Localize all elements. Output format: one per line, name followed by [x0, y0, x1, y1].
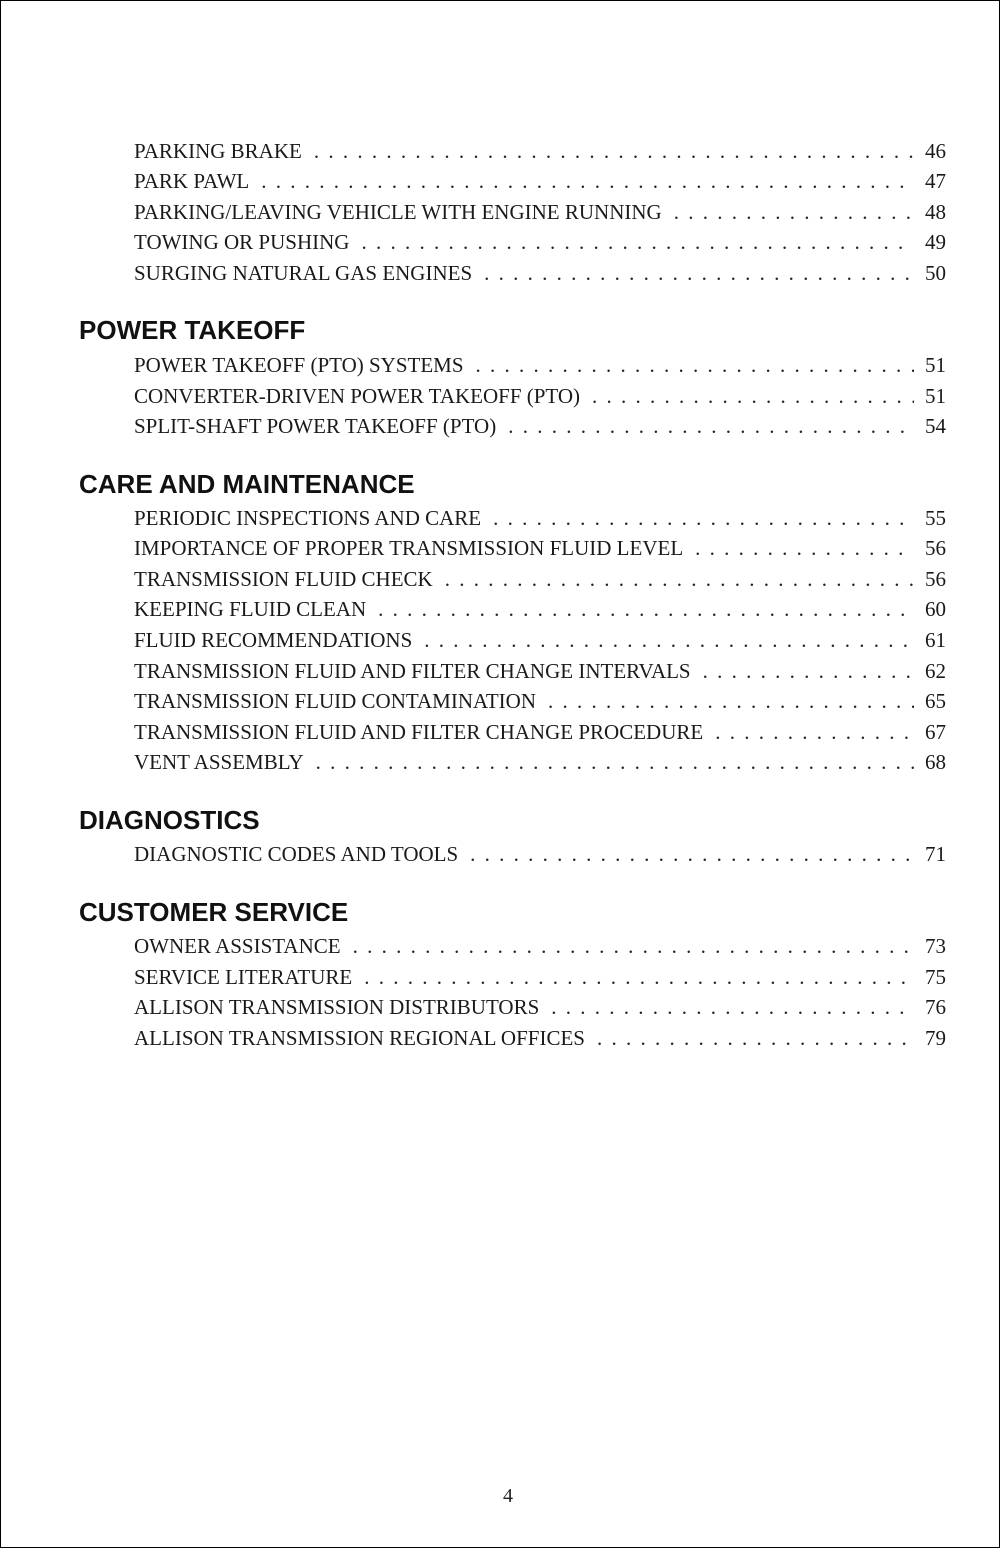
- toc-entry[interactable]: [134, 169, 946, 199]
- toc-entry[interactable]: [134, 261, 946, 291]
- toc-entry[interactable]: [134, 842, 946, 872]
- toc-entry-title: SERVICE LITERATURE: [134, 965, 353, 989]
- section-heading-customer-service: CUSTOMER SERVICE: [79, 897, 349, 927]
- toc-entry-title: TRANSMISSION FLUID AND FILTER CHANGE INTERVALS: [134, 659, 691, 683]
- toc-entry[interactable]: [134, 200, 946, 230]
- dot-leader: [592, 384, 914, 409]
- toc-entry[interactable]: [134, 965, 946, 995]
- toc-entry-page: 67: [925, 720, 946, 744]
- toc-entry[interactable]: [134, 995, 946, 1025]
- toc-entry[interactable]: [134, 230, 946, 260]
- section-heading-diagnostics: DIAGNOSTICS: [79, 805, 260, 835]
- dot-leader: [674, 200, 914, 225]
- toc-entry-title: SPLIT-SHAFT POWER TAKEOFF (PTO): [134, 414, 497, 438]
- toc-entry[interactable]: [134, 567, 946, 597]
- toc-entry[interactable]: [134, 536, 946, 566]
- toc-entry-title: TRANSMISSION FLUID CHECK: [134, 567, 433, 591]
- toc-entry-title: PARK PAWL: [134, 169, 250, 193]
- dot-leader: [695, 536, 914, 561]
- toc-entry-title: VENT ASSEMBLY: [134, 750, 304, 774]
- section-heading-care-and-maintenance: CARE AND MAINTENANCE: [79, 469, 415, 499]
- toc-entry-title: OWNER ASSISTANCE: [134, 934, 341, 958]
- dot-leader: [445, 567, 914, 592]
- toc-entry[interactable]: [134, 720, 946, 750]
- toc-entry-title: ALLISON TRANSMISSION DISTRIBUTORS: [134, 995, 540, 1019]
- toc-entry-page: 79: [925, 1026, 946, 1050]
- toc-entry[interactable]: [134, 934, 946, 964]
- dot-leader: [364, 965, 914, 990]
- toc-entry-page: 56: [925, 536, 946, 560]
- toc-entry-title: PARKING BRAKE: [134, 139, 302, 163]
- toc-entry-title: KEEPING FLUID CLEAN: [134, 597, 367, 621]
- dot-leader: [314, 139, 914, 164]
- toc-entry-page: 60: [925, 597, 946, 621]
- dot-leader: [476, 353, 914, 378]
- toc-entry[interactable]: [134, 628, 946, 658]
- dot-leader: [470, 842, 914, 867]
- toc-entry-title: IMPORTANCE OF PROPER TRANSMISSION FLUID LEVEL: [134, 536, 684, 560]
- dot-leader: [597, 1026, 914, 1051]
- toc-entry[interactable]: [134, 1026, 946, 1056]
- dot-leader: [424, 628, 914, 653]
- toc-entry-page: 75: [925, 965, 946, 989]
- section-heading-power-takeoff: POWER TAKEOFF: [79, 315, 306, 345]
- dot-leader: [361, 230, 914, 255]
- toc-entry-title: SURGING NATURAL GAS ENGINES: [134, 261, 473, 285]
- toc-entry-page: 55: [925, 506, 946, 530]
- dot-leader: [353, 934, 914, 959]
- dot-leader: [316, 750, 914, 775]
- dot-leader: [703, 659, 914, 684]
- toc-entry-title: FLUID RECOMMENDATIONS: [134, 628, 413, 652]
- toc-entry-title: DIAGNOSTIC CODES AND TOOLS: [134, 842, 459, 866]
- toc-entry-page: 49: [925, 230, 946, 254]
- dot-leader: [493, 506, 914, 531]
- toc-entry-title: TOWING OR PUSHING: [134, 230, 350, 254]
- toc-entry-page: 54: [925, 414, 946, 438]
- toc-entry-title: CONVERTER-DRIVEN POWER TAKEOFF (PTO): [134, 384, 581, 408]
- toc-entry-page: 76: [925, 995, 946, 1019]
- toc-entry[interactable]: [134, 139, 946, 169]
- toc-entry-title: TRANSMISSION FLUID CONTAMINATION: [134, 689, 536, 713]
- toc-entry[interactable]: [134, 353, 946, 383]
- toc-entry[interactable]: [134, 414, 946, 444]
- toc-entry[interactable]: [134, 750, 946, 780]
- toc-entry-page: 61: [925, 628, 946, 652]
- toc-entry-title: PERIODIC INSPECTIONS AND CARE: [134, 506, 482, 530]
- dot-leader: [508, 414, 914, 439]
- toc-entry-title: POWER TAKEOFF (PTO) SYSTEMS: [134, 353, 464, 377]
- toc-entry[interactable]: [134, 659, 946, 689]
- dot-leader: [378, 597, 914, 622]
- toc-entry-title: TRANSMISSION FLUID AND FILTER CHANGE PROCEDURE: [134, 720, 704, 744]
- toc-entry[interactable]: [134, 506, 946, 536]
- toc-entry-page: 46: [925, 139, 946, 163]
- toc-entry-page: 73: [925, 934, 946, 958]
- toc-entry[interactable]: [134, 384, 946, 414]
- toc-entry-title: PARKING/LEAVING VEHICLE WITH ENGINE RUNNING: [134, 200, 662, 224]
- toc-entry-page: 50: [925, 261, 946, 285]
- toc-entry[interactable]: [134, 597, 946, 627]
- dot-leader: [548, 689, 914, 714]
- toc-entry-page: 56: [925, 567, 946, 591]
- toc-entry-page: 65: [925, 689, 946, 713]
- dot-leader: [715, 720, 914, 745]
- dot-leader: [261, 169, 914, 194]
- page-number: 4: [503, 1485, 513, 1507]
- toc-entry-page: 71: [925, 842, 946, 866]
- toc-entry-page: 51: [925, 384, 946, 408]
- toc-entry-page: 48: [925, 200, 946, 224]
- dot-leader: [551, 995, 914, 1020]
- toc-entry-page: 47: [925, 169, 946, 193]
- toc-entry-page: 68: [925, 750, 946, 774]
- toc-entry-page: 51: [925, 353, 946, 377]
- toc-entry[interactable]: [134, 689, 946, 719]
- dot-leader: [484, 261, 914, 286]
- toc-entry-title: ALLISON TRANSMISSION REGIONAL OFFICES: [134, 1026, 585, 1050]
- toc-entry-page: 62: [925, 659, 946, 683]
